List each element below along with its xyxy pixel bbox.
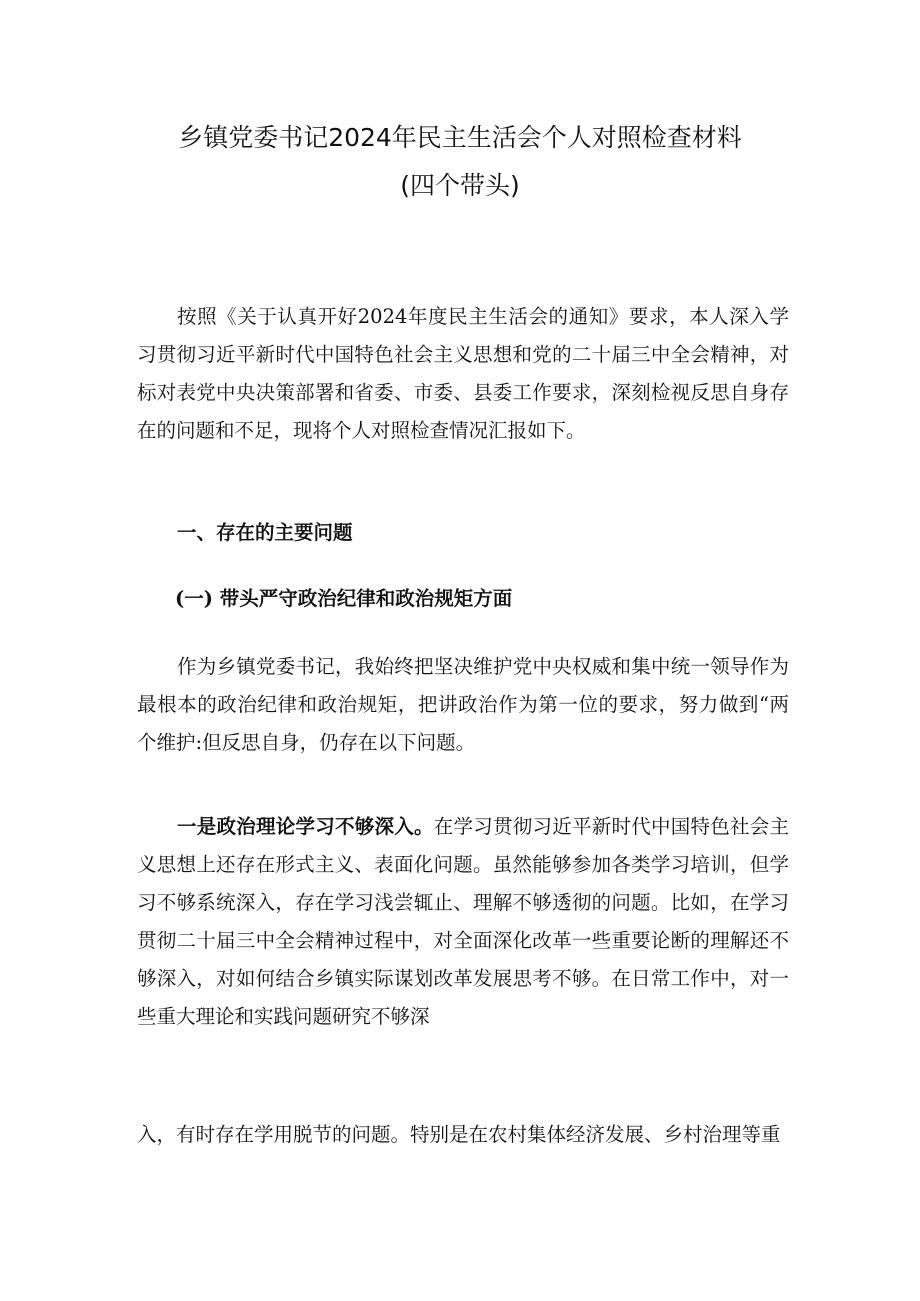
subsection-paragraph: 作为乡镇党委书记，我始终把坚决维护党中央权威和集中统一领导作为最根本的政治纪律和政治规矩，把讲政治作为第一位的要求，努力做到“两个维护:但反思自身，仍存在以下问题。 bbox=[137, 655, 789, 754]
document-title-line2: (四个带头) bbox=[400, 171, 520, 200]
point-paragraph bbox=[137, 808, 789, 1036]
intro-paragraph: 按照《关于认真开好2024年度民主生活会的通知》要求，本人深入学习贯彻习近平新时代中国特色社会主义思想和党的二十届三中全会精神，对标对表党中央决策部署和省委、市委、县委工作要求，深刻检视反思自身存在的问题和不足，现将个人对照检查情况汇报如下。 bbox=[137, 305, 789, 442]
continuation-paragraph: 入，有时存在学用脱节的问题。特别是在农村集体经济发展、乡村治理等重 bbox=[137, 1123, 781, 1146]
point-lead: 一是政治理论学习不够深入。 bbox=[177, 815, 434, 838]
subsection-heading: (一) 带头严守政治纪律和政治规矩方面 bbox=[175, 587, 513, 610]
document-title-line1: 乡镇党委书记2024年民主生活会个人对照检查材料 bbox=[178, 123, 742, 152]
section-heading: 一、存在的主要问题 bbox=[177, 521, 353, 544]
point-body: 在学习贯彻习近平新时代中国特色社会主义思想上还存在形式主义、表面化问题。虽然能够参加各类学习培训，但学习不够系统深入，存在学习浅尝辄止、理解不够透彻的问题。比如，在学习贯彻二十届三中全会精神过程中，对全面深化改革一些重要论断的理解还不够深入，对如何结合乡镇实际谋划改革发展思考不够。在日常工作中，对一些重大理论和实践问题研究不够深 bbox=[137, 815, 789, 1028]
